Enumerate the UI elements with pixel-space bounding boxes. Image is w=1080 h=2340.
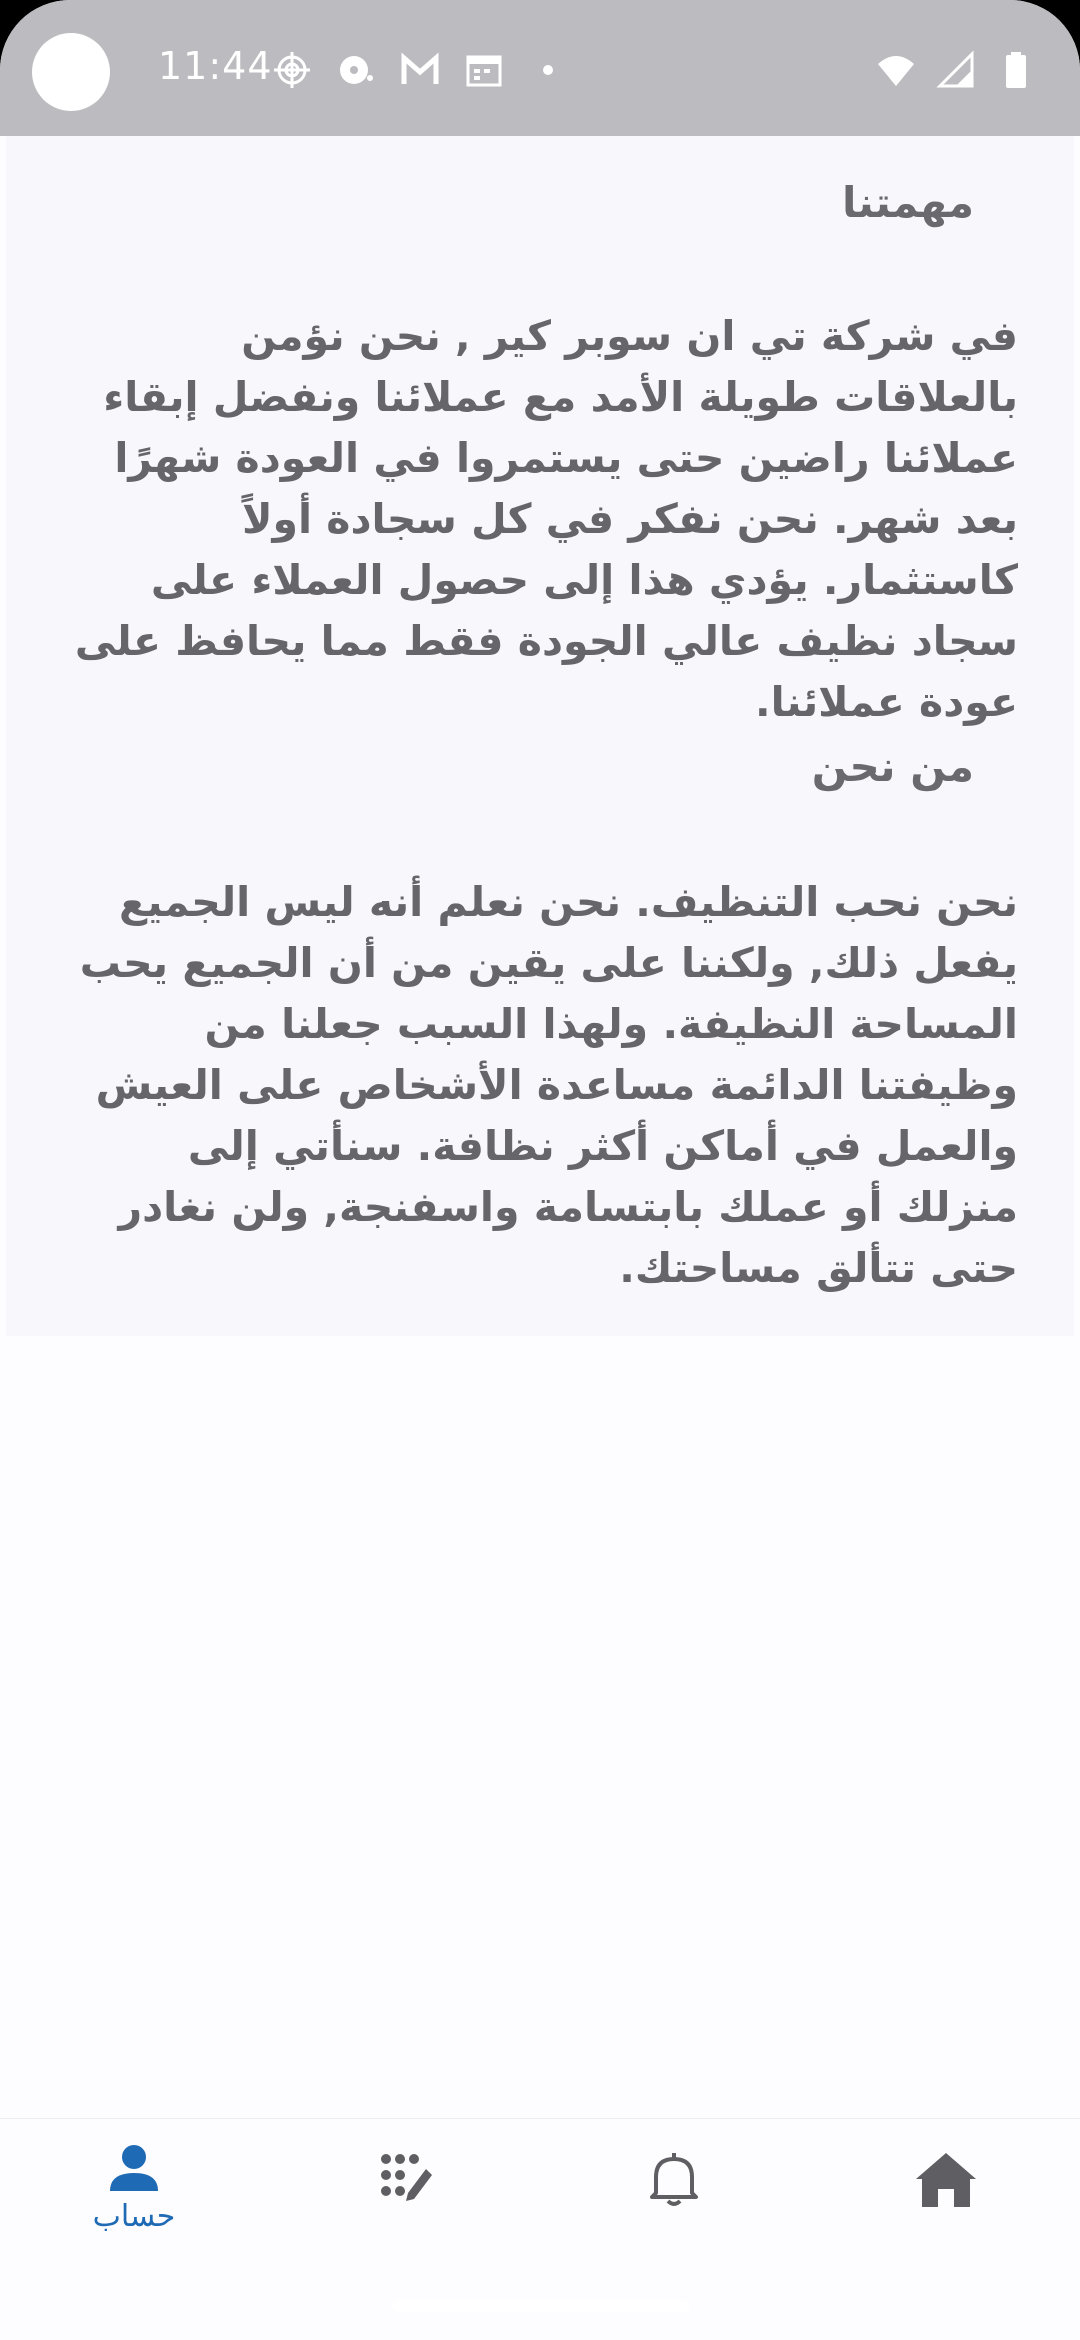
home-icon — [914, 2149, 978, 2209]
about-content — [6, 136, 1074, 1336]
nav-account[interactable] — [74, 2141, 194, 2271]
signal-icon — [936, 50, 976, 90]
notification-dot-icon — [528, 50, 568, 90]
target-icon — [272, 50, 312, 90]
nav-notifications[interactable] — [614, 2149, 734, 2279]
nav-account-label: حساب — [92, 2199, 176, 2234]
gmail-icon — [400, 50, 440, 90]
camera-cutout — [32, 33, 110, 111]
services-icon — [378, 2149, 434, 2205]
mission-text: في شركة تي ان سوبر كير , نحن نؤمن بالعلاقات طويلة الأمد مع عملائنا ونفضل إبقاء عملائنا راضين حتى يستمروا في العودة شهرًا بعد شهر. نحن نفكر في كل سجادة أولاً كاستثمار. يؤدي هذا إلى حصول العملاء على سجاد نظيف عالي الجودة فقط مما يحافظ على عودة عملائنا. — [74, 312, 1018, 726]
about-heading: من نحن — [811, 742, 974, 791]
status-time: 11:44 — [158, 44, 273, 88]
status-bar — [0, 0, 1080, 136]
battery-icon — [996, 50, 1036, 90]
person-icon — [106, 2141, 162, 2197]
wifi-icon — [876, 50, 916, 90]
bell-icon — [644, 2149, 704, 2209]
disc-icon — [336, 50, 376, 90]
about-text: نحن نحب التنظيف. نحن نعلم أنه ليس الجميع يفعل ذلك, ولكننا على يقين من أن الجميع يحب المساحة النظيفة. ولهذا السبب جعلنا من وظيفتنا الدائمة مساعدة الأشخاص على العيش والعمل في أماكن أكثر نظافة. سنأتي إلى منزلك أو عملك بابتسامة واسفنجة, ولن نغادر حتى تتألق مساحتك. — [79, 878, 1018, 1292]
calendar-icon — [464, 50, 504, 90]
mission-heading: مهمتنا — [842, 178, 974, 227]
home-indicator[interactable] — [392, 2300, 690, 2312]
nav-home[interactable] — [886, 2149, 1006, 2279]
nav-services[interactable] — [346, 2149, 466, 2279]
bottom-navigation — [0, 2118, 1080, 2275]
